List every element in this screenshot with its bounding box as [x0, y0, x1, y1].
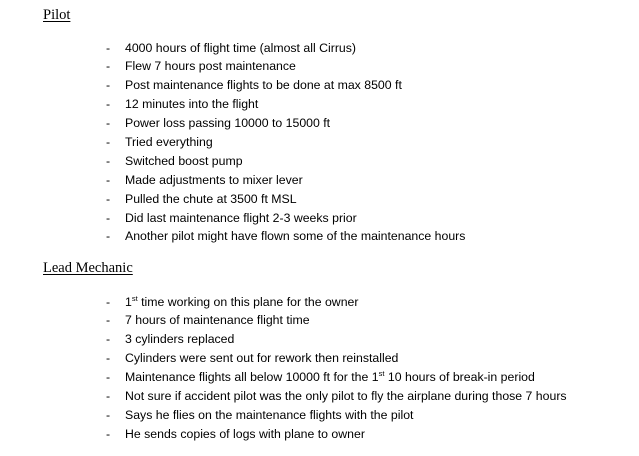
bullet-dash-icon: - [106, 294, 111, 309]
text-segment: time working on this plane for the owner [137, 294, 359, 309]
list-item-text [125, 227, 465, 246]
list-item [0, 152, 639, 171]
bullet-dash-icon: - [106, 351, 111, 366]
list-item [0, 95, 639, 114]
list-item [0, 209, 639, 228]
text-segment: Pulled the chute at 3500 ft MSL [125, 191, 297, 206]
pilot-section-title: Pilot [43, 7, 71, 23]
text-segment: 12 minutes into the flight [125, 97, 259, 112]
list-item [0, 57, 639, 76]
list-item-text [125, 190, 297, 209]
text-segment: Did last maintenance flight 2-3 weeks prior [125, 210, 357, 225]
text-segment: Says he flies on the maintenance flights with the pilot [125, 407, 414, 422]
list-item-text [125, 152, 243, 171]
list-item [0, 349, 639, 368]
text-segment: 1 [125, 294, 132, 309]
text-segment: Another pilot might have flown some of the maintenance hours [125, 229, 466, 244]
text-segment: Cylinders were sent out for rework then reinstalled [125, 351, 399, 366]
text-segment: 7 hours of maintenance flight time [125, 313, 310, 328]
list-item [0, 311, 639, 330]
list-item [0, 368, 639, 387]
list-item-text [125, 76, 402, 95]
list-item-text [125, 330, 234, 349]
bullet-dash-icon: - [106, 313, 111, 328]
list-item [0, 114, 639, 133]
ordinal-suffix: st [131, 293, 138, 303]
bullet-dash-icon: - [106, 426, 111, 441]
list-item-text [125, 406, 413, 425]
list-item-text [125, 311, 310, 330]
list-item [0, 406, 639, 425]
lead-mechanic-list [0, 293, 639, 444]
list-item [0, 171, 639, 190]
list-item-text [125, 57, 296, 76]
bullet-dash-icon: - [106, 153, 111, 168]
text-segment: Made adjustments to mixer lever [125, 172, 303, 187]
list-item-text [125, 133, 213, 152]
bullet-dash-icon: - [106, 229, 111, 244]
text-segment: Maintenance flights all below 10000 ft for the 1 [125, 370, 379, 385]
text-segment: Tried everything [125, 134, 213, 149]
bullet-dash-icon: - [106, 370, 111, 385]
bullet-dash-icon: - [106, 407, 111, 422]
list-item [0, 76, 639, 95]
list-item [0, 330, 639, 349]
bullet-dash-icon: - [106, 191, 111, 206]
list-item [0, 227, 639, 246]
bullet-dash-icon: - [106, 97, 111, 112]
bullet-dash-icon: - [106, 116, 111, 131]
list-item-text [125, 387, 567, 406]
list-item [0, 425, 639, 444]
text-segment: He sends copies of logs with plane to owner [125, 426, 365, 441]
text-segment: Post maintenance flights to be done at max 8500 ft [125, 78, 402, 93]
bullet-dash-icon: - [106, 40, 111, 55]
list-item-text [125, 114, 330, 133]
list-item-text [125, 368, 535, 387]
list-item [0, 133, 639, 152]
lead-mechanic-section-title: Lead Mechanic [43, 260, 133, 276]
pilot-list [0, 39, 639, 247]
bullet-dash-icon: - [106, 210, 111, 225]
list-item-text [125, 293, 358, 312]
list-item [0, 293, 639, 312]
bullet-dash-icon: - [106, 78, 111, 93]
text-segment: Power loss passing 10000 to 15000 ft [125, 116, 331, 131]
list-item [0, 190, 639, 209]
bullet-dash-icon: - [106, 332, 111, 347]
list-item-text [125, 209, 357, 228]
text-segment: 3 cylinders replaced [125, 332, 235, 347]
list-item-text [125, 425, 365, 444]
text-segment: Flew 7 hours post maintenance [125, 59, 296, 74]
list-item-text [125, 95, 258, 114]
bullet-dash-icon: - [106, 172, 111, 187]
bullet-dash-icon: - [106, 388, 111, 403]
bullet-dash-icon: - [106, 59, 111, 74]
list-item-text [125, 171, 303, 190]
text-segment: 4000 hours of flight time (almost all Cirrus) [125, 40, 356, 55]
text-segment: Not sure if accident pilot was the only pilot to fly the airplane during those 7 hours [125, 388, 567, 403]
list-item [0, 39, 639, 58]
list-item-text [125, 39, 356, 58]
ordinal-suffix: st [378, 369, 385, 379]
text-segment: 10 hours of break-in period [384, 370, 535, 385]
bullet-dash-icon: - [106, 134, 111, 149]
list-item-text [125, 349, 398, 368]
text-segment: Switched boost pump [125, 153, 243, 168]
list-item [0, 387, 639, 406]
